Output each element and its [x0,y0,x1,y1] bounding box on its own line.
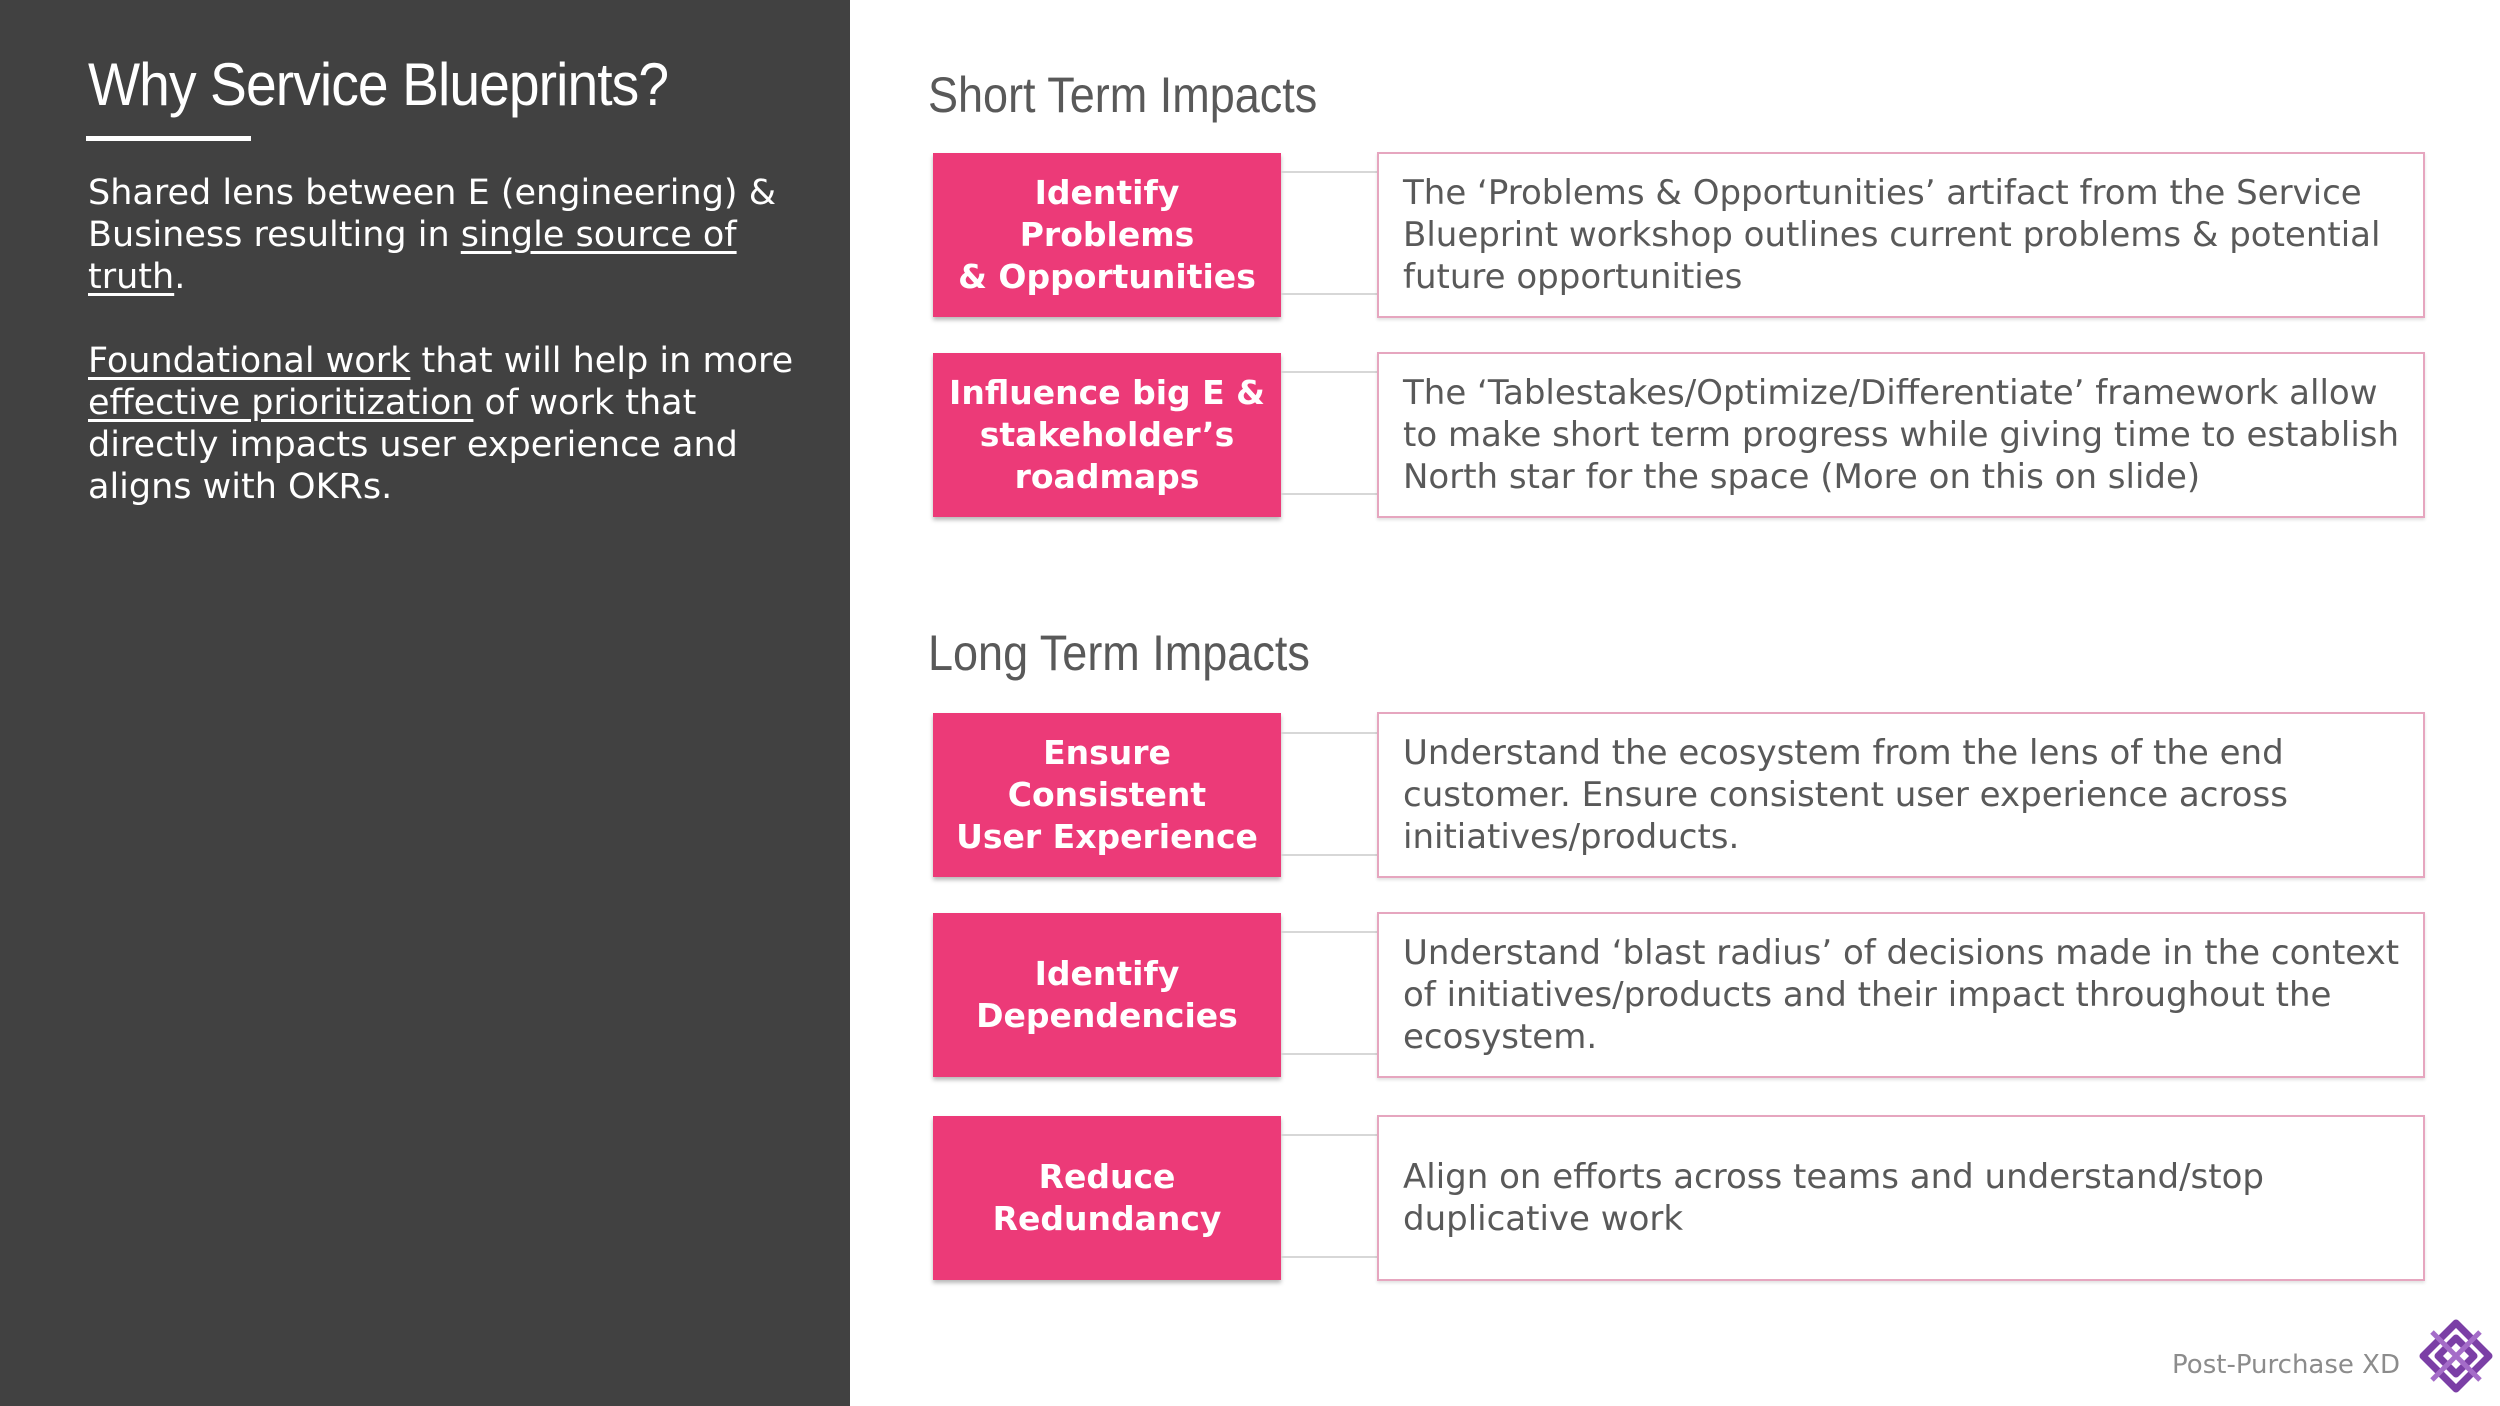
long-term-connector-2 [1281,931,1377,1055]
long-term-connector-3 [1281,1134,1377,1258]
title-underline [86,136,251,141]
short-term-heading: Short Term Impacts [928,67,1318,123]
long-term-description-1: Understand the ecosystem from the lens of the end customer. Ensure consistent user experience across initiatives/products. [1377,712,2425,878]
short-term-label-2: Influence big E & stakeholder’s roadmaps [933,353,1281,517]
long-term-heading: Long Term Impacts [928,625,1310,681]
foundational-work-text: Foundational work [88,341,411,381]
long-term-connector-1 [1281,732,1377,856]
slide-title: Why Service Blueprints? [88,51,669,118]
short-term-description-1: The ‘Problems & Opportunities’ artifact from the Service Blueprint workshop outlines current problems & potential future opportunities [1377,152,2425,318]
single-source-of-truth-text: single source of truth [88,215,737,297]
short-term-connector-2 [1281,371,1377,495]
short-term-label-1: Identify Problems & Opportunities [933,153,1281,317]
long-term-label-1: Ensure Consistent User Experience [933,713,1281,877]
intro-paragraph-1: Shared lens between E (engineering) & Business resulting in single source of truth. [88,173,777,297]
long-term-label-2: Identify Dependencies [933,913,1281,1077]
footer-brand-text: Post-Purchase XD [2172,1350,2400,1380]
intro-text [88,172,828,550]
short-term-connector-1 [1281,171,1377,295]
long-term-description-2: Understand ‘blast radius’ of decisions made in the context of initiatives/products and their impact throughout the ecosystem. [1377,912,2425,1078]
left-panel [0,0,850,1406]
long-term-description-3: Align on efforts across teams and understand/stop duplicative work [1377,1115,2425,1281]
short-term-description-2: The ‘Tablestakes/Optimize/Differentiate’ framework allow to make short term progress while giving time to establish North star for the space (More on this on slide) [1377,352,2425,518]
intro-paragraph-2: Foundational work that will help in more effective prioritization of work that directly impacts user experience and aligns with OKRs. [88,341,794,507]
effective-prioritization-text: effective prioritization [88,383,474,423]
diamond-logo-icon [2418,1318,2494,1394]
long-term-label-3: Reduce Redundancy [933,1116,1281,1280]
